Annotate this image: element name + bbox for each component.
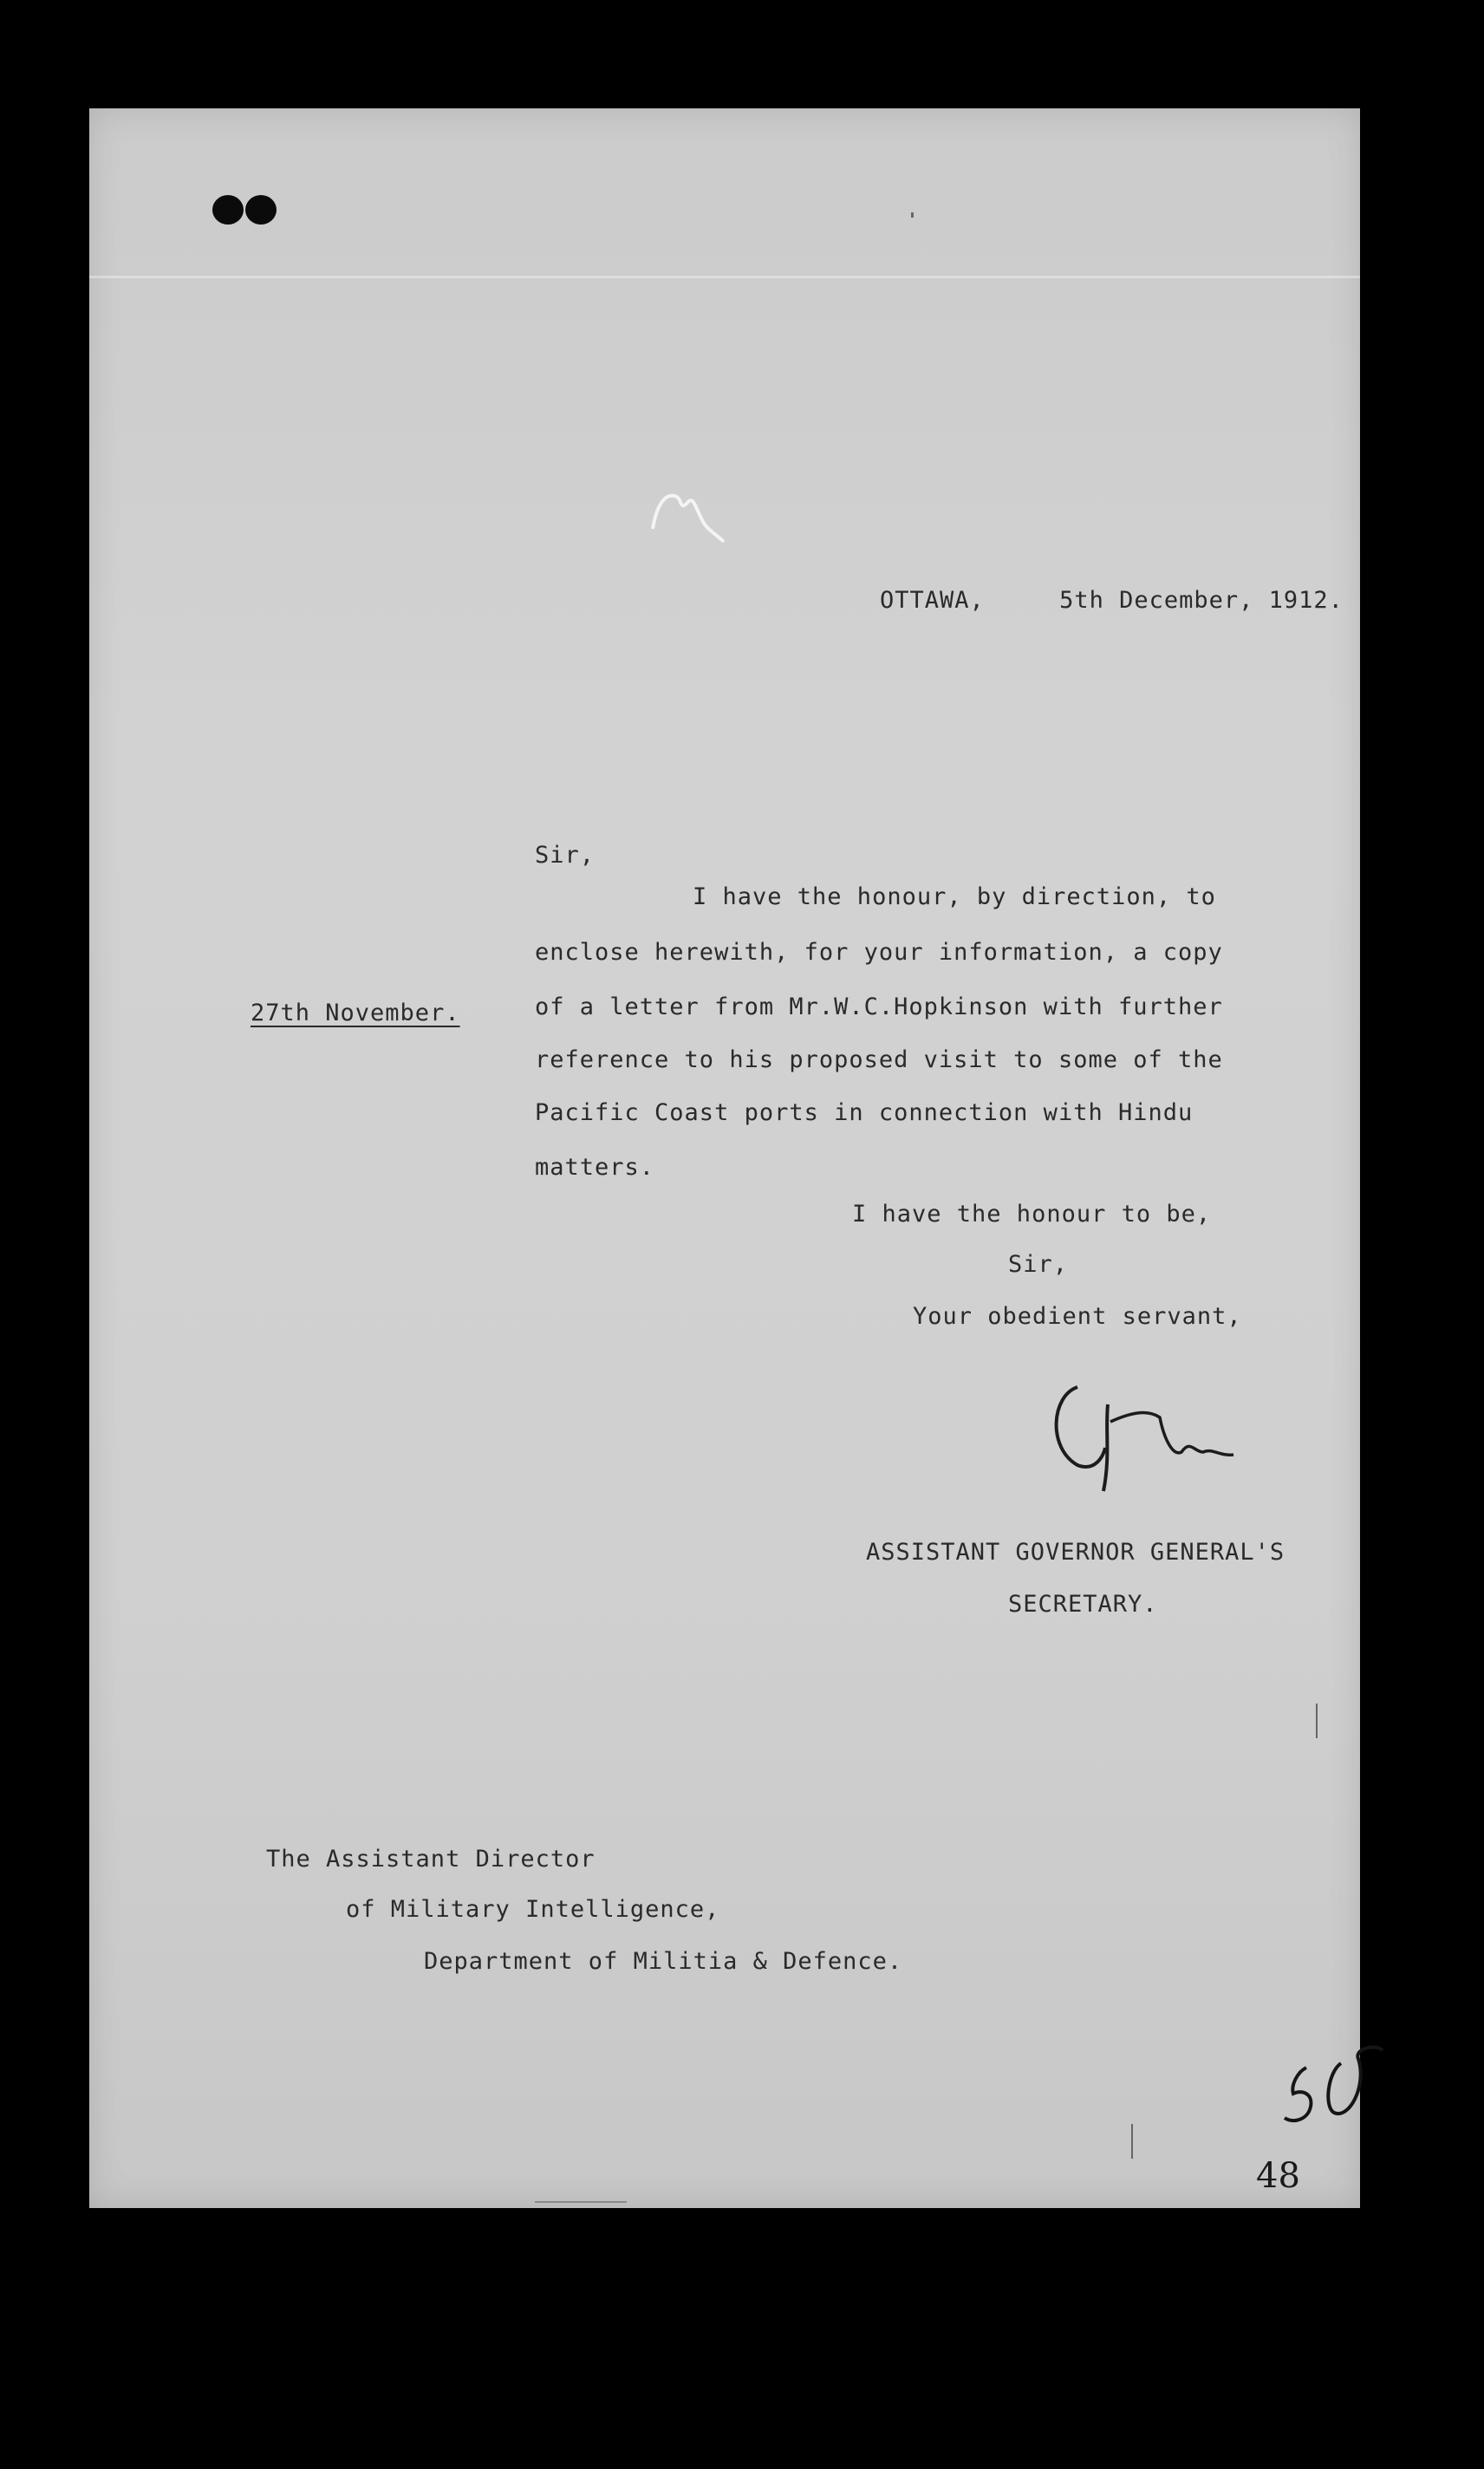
handwritten-page-number bbox=[1272, 2033, 1393, 2146]
body-line-6: matters. bbox=[535, 1154, 655, 1181]
addressee-line-2: of Military Intelligence, bbox=[346, 1896, 720, 1923]
signatory-title-line-2: SECRETARY. bbox=[1008, 1591, 1158, 1618]
letter-page bbox=[89, 108, 1360, 2208]
salutation: Sir, bbox=[535, 842, 596, 869]
dateline: OTTAWA, 5th December, 1912. bbox=[880, 587, 1344, 614]
divider-rule bbox=[535, 2201, 627, 2203]
body-line-3: of a letter from Mr.W.C.Hopkinson with further bbox=[535, 993, 1223, 1020]
body-line-5: Pacific Coast ports in connection with Hindu bbox=[535, 1099, 1194, 1126]
closing-line-2: Sir, bbox=[1008, 1251, 1069, 1278]
body-line-4: reference to his proposed visit to some of the bbox=[535, 1046, 1223, 1073]
paper-speck bbox=[1316, 1704, 1318, 1738]
paper-clip-mark bbox=[644, 477, 731, 555]
addressee-line-1: The Assistant Director bbox=[266, 1846, 596, 1873]
folio-number: 48 bbox=[1256, 2156, 1300, 2196]
punch-hole bbox=[245, 195, 277, 225]
margin-note: 27th November. bbox=[251, 1000, 460, 1026]
closing-line-1: I have the honour to be, bbox=[852, 1201, 1212, 1228]
signatory-title-line-1: ASSISTANT GOVERNOR GENERAL'S bbox=[866, 1539, 1285, 1566]
paper-speck bbox=[1131, 2124, 1133, 2159]
body-line-2: enclose herewith, for your information, a copy bbox=[535, 939, 1223, 966]
body-line-1: I have the honour, by direction, to bbox=[693, 883, 1216, 910]
closing-line-3: Your obedient servant, bbox=[913, 1303, 1242, 1330]
addressee-line-3: Department of Militia & Defence. bbox=[424, 1948, 903, 1975]
punch-hole bbox=[212, 195, 244, 225]
fold-line bbox=[89, 276, 1360, 278]
handwritten-signature bbox=[1043, 1370, 1251, 1508]
paper-speck bbox=[911, 212, 914, 218]
